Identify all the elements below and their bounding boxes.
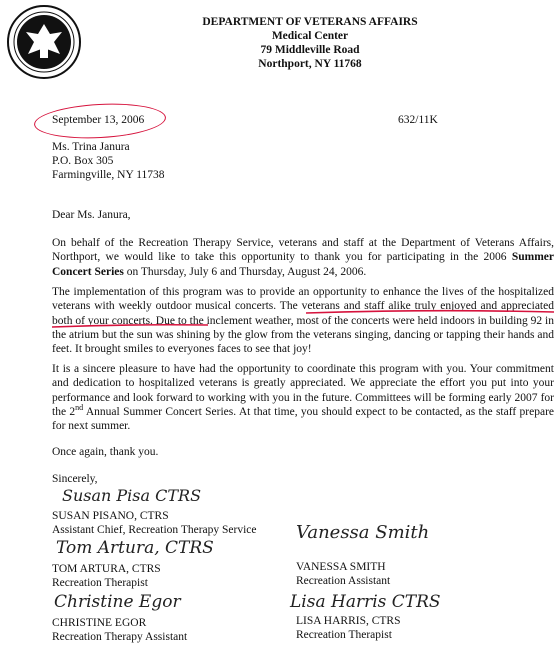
- facility-street: 79 Middleville Road: [260, 44, 360, 56]
- signature-christine-egor: Christine Egor: [54, 592, 181, 612]
- paragraph-1: On behalf of the Recreation Therapy Service, veterans and staff at the Department of Veterans Affairs, Northport, we would like to take this opportunity to thank you for participating in the 2006 Summer Concert Series on Thursday, July 6 and Thursday, August 24, 2006.: [52, 237, 554, 278]
- salutation: Dear Ms. Janura,: [52, 209, 131, 221]
- department-name: DEPARTMENT OF VETERANS AFFAIRS: [202, 16, 418, 28]
- signature-susan-pisano: Susan Pisa CTRS: [62, 486, 202, 505]
- signatory-title-4: Recreation Assistant: [296, 575, 391, 587]
- va-seal-icon: [6, 4, 82, 80]
- recipient-address-1: P.O. Box 305: [52, 155, 114, 167]
- signatory-title-1: Assistant Chief, Recreation Therapy Service: [52, 524, 257, 536]
- signatory-title-5: Recreation Therapist: [296, 629, 392, 641]
- reference-code: 632/11K: [398, 114, 438, 126]
- facility-name: Medical Center: [271, 30, 349, 42]
- recipient-name: Ms. Trina Janura: [52, 141, 130, 153]
- signatory-name-5: LISA HARRIS, CTRS: [296, 615, 401, 627]
- facility-city: Northport, NY 11768: [258, 58, 362, 70]
- signature-lisa-harris: Lisa Harris CTRS: [290, 592, 441, 612]
- signatory-name-4: VANESSA SMITH: [296, 561, 386, 573]
- closing-line: Once again, thank you.: [52, 446, 159, 458]
- signatory-name-2: TOM ARTURA, CTRS: [52, 563, 161, 575]
- date-circle-annotation: [33, 101, 167, 142]
- signature-tom-artura: Tom Artura, CTRS: [56, 538, 214, 558]
- signatory-name-3: CHRISTINE EGOR: [52, 617, 147, 629]
- recipient-address-2: Farmingville, NY 11738: [52, 169, 165, 181]
- signatory-title-3: Recreation Therapy Assistant: [52, 631, 188, 643]
- letter-date: September 13, 2006: [52, 114, 145, 126]
- paragraph-2: The implementation of this program was to provide an opportunity to enhance the lives of the hospitalized veterans with weekly outdoor musical concerts. The veterans and staff alike truly enjoyed and appreciated both of your concerts. Due to the inclement weather, most of the concerts were held indoors in building 92 in the atrium but the sun was shining by the glow from the veterans singing, dancing or tapping their hands and feet. It brought smiles to everyones faces to see that joy!: [52, 286, 554, 356]
- signature-vanessa-smith: Vanessa Smith: [296, 522, 430, 543]
- paragraph-3: It is a sincere pleasure to have had the opportunity to coordinate this program with you. Your commitment and dedication to hospitalized veterans is greatly appreciated. We appreciate the effort you put into your performance and look forward to working with you in the future. Committees will be forming early 2007 for the 2nd Annual Summer Concert Series. At that time, you should expect to be contacted, as the staff prepare for next summer.: [52, 363, 554, 433]
- signoff: Sincerely,: [52, 473, 98, 485]
- signatory-name-1: SUSAN PISANO, CTRS: [52, 510, 169, 522]
- signatory-title-2: Recreation Therapist: [52, 577, 148, 589]
